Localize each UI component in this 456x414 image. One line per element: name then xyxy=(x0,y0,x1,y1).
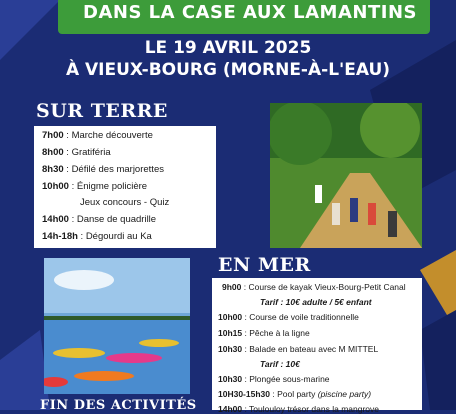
list-item: 10h00 : Course de voile traditionnelle xyxy=(218,312,359,322)
section-title-en-mer: EN MER xyxy=(218,254,311,276)
hiking-photo xyxy=(270,103,422,248)
tarif-line: Tarif : 10€ adulte / 5€ enfant xyxy=(260,297,372,307)
event-date: LE 19 AVRIL 2025 xyxy=(144,38,312,58)
event-place: À VIEUX-BOURG (MORNE-À-L'EAU) xyxy=(65,60,391,80)
list-item: 14h00 : Danse de quadrille xyxy=(42,214,157,225)
section-title-sur-terre: SUR TERRE xyxy=(36,100,168,122)
sur-terre-panel xyxy=(34,126,216,248)
list-item: 14h00 : Toulouloy trésor dans la mangrove xyxy=(218,404,379,414)
list-item: 8h00 : Gratiféria xyxy=(42,147,111,158)
kayak-photo xyxy=(44,258,190,394)
tarif-line: Tarif : 10€ xyxy=(260,359,300,369)
en-mer-panel xyxy=(212,278,422,414)
list-item: 10h30 : Balade en bateau avec M MITTEL xyxy=(218,344,379,354)
footer-title: FIN DES ACTIVITÉS xyxy=(40,398,197,413)
list-item: 10h30 : Plongée sous-marine xyxy=(218,374,330,384)
list-item: 10H30-15h30 : Pool party (piscine party) xyxy=(218,389,372,399)
banner-title: DANS LA CASE AUX LAMANTINS xyxy=(83,2,417,23)
list-item: 14h-18h : Dégourdi au Ka xyxy=(42,231,152,242)
list-item: 9h00 : Course de kayak Vieux-Bourg-Petit Canal xyxy=(222,282,406,292)
list-item: 10h15 : Pêche à la ligne xyxy=(218,328,310,338)
list-item: Jeux concours - Quiz xyxy=(80,197,170,208)
list-item: 7h00 : Marche découverte xyxy=(42,130,153,141)
list-item: 10h00 : Énigme policière xyxy=(42,181,148,192)
list-item: 8h30 : Défilé des marjorettes xyxy=(42,164,164,175)
